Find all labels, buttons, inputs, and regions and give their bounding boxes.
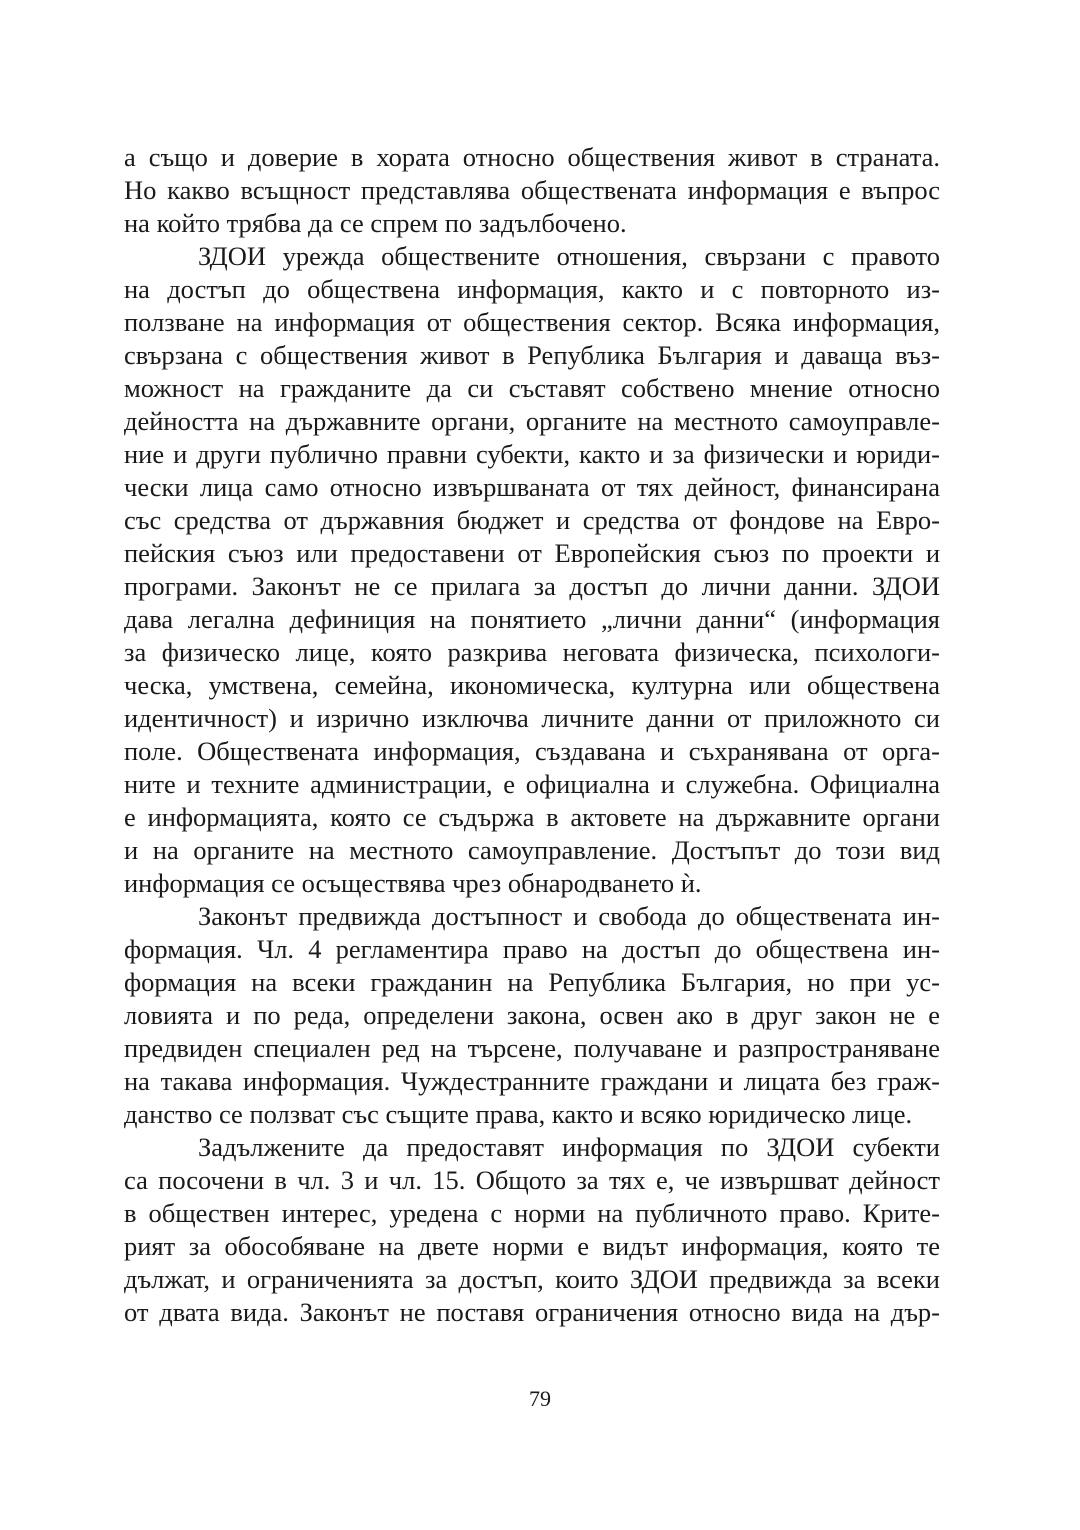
text-line: идентичност) и изрично изключва личните данни от приложното си — [124, 703, 940, 733]
text-line: е информацията, която се съдържа в актовете на държавните органи — [124, 802, 940, 832]
text-line: рият за обособяване на двете норми е видът информация, която те — [124, 1231, 940, 1261]
text-line: дава легална дефиниция на понятието „лични данни“ (информация — [124, 604, 940, 634]
text-line: и на органите на местното самоуправление. Достъпът до този вид — [124, 835, 940, 865]
paragraph-1 — [124, 141, 940, 240]
page-number: 79 — [529, 1386, 551, 1411]
text-line: са посочени в чл. 3 и чл. 15. Общото за тях е, че извършват дейност — [124, 1165, 940, 1195]
text-line: на такава информация. Чуждестранните граждани и лицата без граж- — [124, 1066, 940, 1096]
text-line: информация се осъществява чрез обнародването ѝ. — [124, 868, 702, 898]
text-line: от двата вида. Законът не поставя ограничения относно вида на дър- — [124, 1297, 940, 1327]
text-line: свързана с обществения живот в Република България и даваща въз- — [124, 340, 940, 370]
page-body — [124, 141, 940, 1329]
text-line: поле. Обществената информация, създавана и съхранявана от орга- — [124, 736, 940, 766]
text-line: програми. Законът не се прилага за достъп до лични данни. ЗДОИ — [124, 571, 940, 601]
paragraph-3 — [124, 900, 940, 1131]
text-line: формация. Чл. 4 регламентира право на достъп до обществена ин- — [124, 934, 940, 964]
text-line: можност на гражданите да си съставят собствено мнение относно — [124, 373, 940, 403]
text-line: данство се ползват със същите права, както и всяко юридическо лице. — [124, 1099, 913, 1129]
text-line: ните и техните администрации, е официална и служебна. Официална — [124, 769, 940, 799]
text-line: в обществен интерес, уредена с норми на публичното право. Крите- — [124, 1198, 940, 1228]
text-line: дейността на държавните органи, органите на местното самоуправле- — [124, 406, 940, 436]
text-line: със средства от държавния бюджет и средства от фондове на Евро- — [124, 505, 940, 535]
text-line: а също и доверие в хората относно обществения живот в страната. — [124, 142, 940, 172]
text-line: пейския съюз или предоставени от Европейския съюз по проекти и — [124, 538, 940, 568]
paragraph-2 — [124, 240, 940, 900]
text-line: Законът предвижда достъпност и свобода до обществената ин- — [198, 901, 940, 931]
text-line: ловията и по реда, определени закона, освен ако в друг закон не е — [124, 1000, 940, 1030]
text-line: за физическо лице, която разкрива неговата физическа, психологи- — [124, 637, 940, 667]
text-line: предвиден специален ред на търсене, получаване и разпространяване — [124, 1033, 940, 1063]
text-line: чески лица само относно извършваната от тях дейност, финансирана — [124, 472, 940, 502]
text-line: Но какво всъщност представлява обществената информация е въпрос — [124, 175, 940, 205]
text-line: на който трябва да се спрем по задълбочено. — [124, 208, 627, 238]
text-line: ползване на информация от обществения сектор. Всяка информация, — [124, 307, 940, 337]
text-line: формация на всеки гражданин на Република България, но при ус- — [124, 967, 940, 997]
text-line: ческа, умствена, семейна, икономическа, културна или обществена — [124, 670, 940, 700]
text-line: на достъп до обществена информация, както и с повторното из- — [124, 274, 940, 304]
text-line: ние и други публично правни субекти, както и за физически и юриди- — [124, 439, 940, 469]
text-line: ЗДОИ урежда обществените отношения, свързани с правото — [198, 241, 940, 271]
text-line: Задължените да предоставят информация по ЗДОИ субекти — [198, 1132, 940, 1162]
text-line: дължат, и ограниченията за достъп, които ЗДОИ предвижда за всеки — [124, 1264, 940, 1294]
paragraph-4 — [124, 1131, 940, 1329]
